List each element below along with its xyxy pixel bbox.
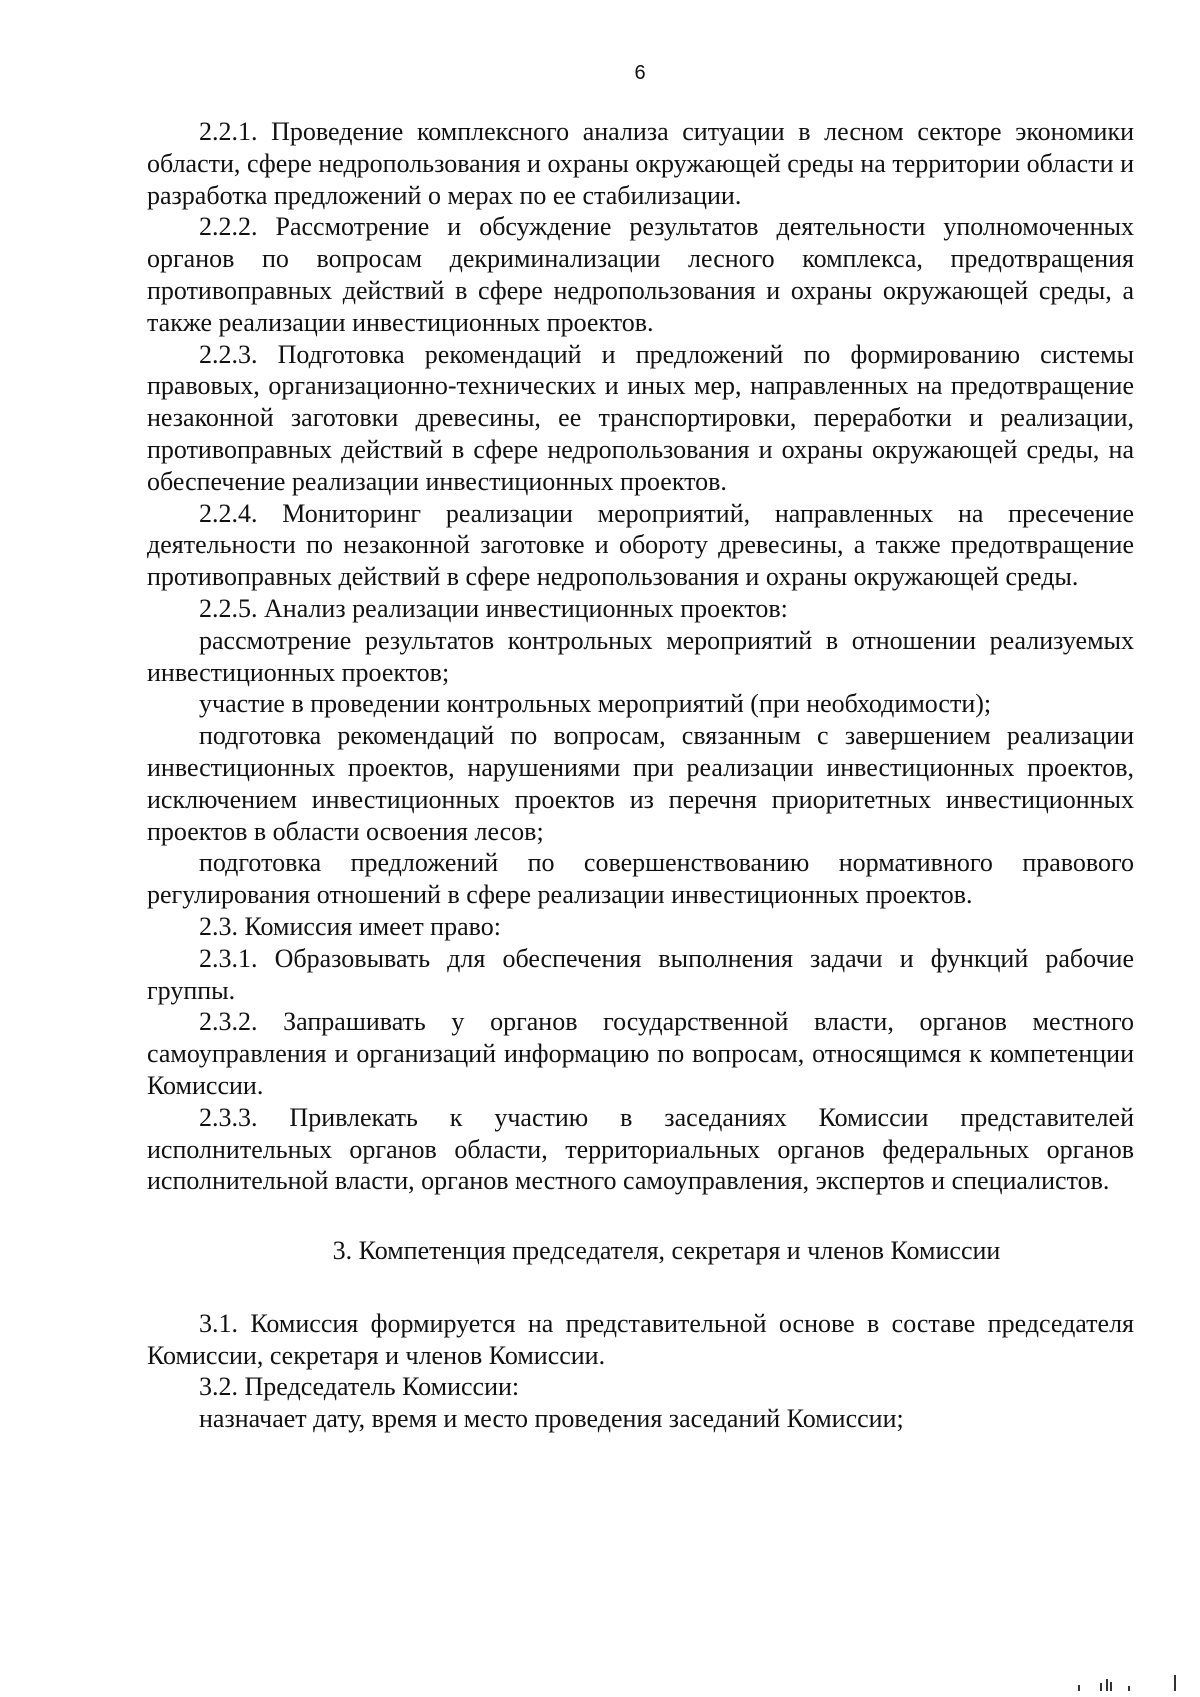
list-item-participation: участие в проведении контрольных мероприятий (при необходимости); (199, 689, 992, 719)
page-number: 6 (634, 62, 646, 84)
list-item-chairman-duty: назначает дату, время и место проведения заседаний Комиссии; (199, 1404, 904, 1434)
scan-mark (1110, 1682, 1112, 1691)
list-item-recommendations: подготовка рекомендаций по вопросам, связанным с завершением реализации инвестиционных проектов, нарушениями при реализации инвестиционных проектов, исключением инвестиционных проектов из перечня приоритетных инвестиционных проектов в области освоения лесов; (147, 721, 1134, 846)
list-item-review-results: рассмотрение результатов контрольных мероприятий в отношении реализуемых инвестиционных проектов; (147, 625, 1134, 687)
paragraph-2-2-4: 2.2.4. Мониторинг реализации мероприятий, направленных на пресечение деятельности по незаконной заготовке и обороту древесины, а также предотвращение противоправных действий в сфере недропользования и охраны окружающей среды. (147, 498, 1134, 592)
scan-mark (1100, 1683, 1102, 1691)
scan-mark (1128, 1686, 1130, 1691)
paragraph-3-1: 3.1. Комиссия формируется на представительной основе в составе председателя Комиссии, секретаря и членов Комиссии. (147, 1308, 1134, 1370)
list-item-proposals: подготовка предложений по совершенствованию нормативного правового регулирования отношений в сфере реализации инвестиционных проектов. (147, 848, 1134, 910)
paragraph-2-3-2: 2.3.2. Запрашивать у органов государственной власти, органов местного самоуправления и организаций информацию по вопросам, относящимся к компетенции Комиссии. (147, 1007, 1134, 1100)
paragraph-2-2-3: 2.2.3. Подготовка рекомендаций и предложений по формированию системы правовых, организационно-технических и иных мер, направленных на предотвращение незаконной заготовки древесины, ее транспортировки, переработки и реализации, противоправных действий в сфере недропользования и охраны окружающей среды, на обеспечение реализации инвестиционных проектов. (147, 339, 1134, 496)
scan-mark (1174, 1675, 1176, 1691)
scan-mark (1078, 1685, 1080, 1691)
paragraph-3-2: 3.2. Председатель Комиссии: (199, 1372, 520, 1402)
paragraph-2-2-5: 2.2.5. Анализ реализации инвестиционных проектов: (199, 593, 788, 623)
document-body (147, 116, 1134, 1435)
paragraph-2-3: 2.3. Комиссия имеет право: (199, 911, 501, 941)
section-3-heading: 3. Компетенция председателя, секретаря и членов Комиссии (332, 1236, 1001, 1266)
paragraph-2-3-1: 2.3.1. Образовывать для обеспечения выполнения задачи и функций рабочие группы. (147, 943, 1134, 1005)
paragraph-2-2-2: 2.2.2. Рассмотрение и обсуждение результатов деятельности уполномоченных органов по вопросам декриминализации лесного комплекса, предотвращения противоправных действий в сфере недропользования и охраны окружающей среды, а также реализации инвестиционных проектов. (147, 212, 1134, 337)
paragraph-2-3-3: 2.3.3. Привлекать к участию в заседаниях Комиссии представителей исполнительных органов области, территориальных органов федеральных органов исполнительной власти, органов местного самоуправления, экспертов и специалистов. (147, 1102, 1134, 1196)
scan-mark (1106, 1679, 1108, 1691)
paragraph-2-2-1: 2.2.1. Проведение комплексного анализа ситуации в лесном секторе экономики области, сфере недропользования и охраны окружающей среды на территории области и разработка предложений о мерах по ее стабилизации. (147, 117, 1134, 210)
scan-artifact (1070, 1671, 1190, 1691)
